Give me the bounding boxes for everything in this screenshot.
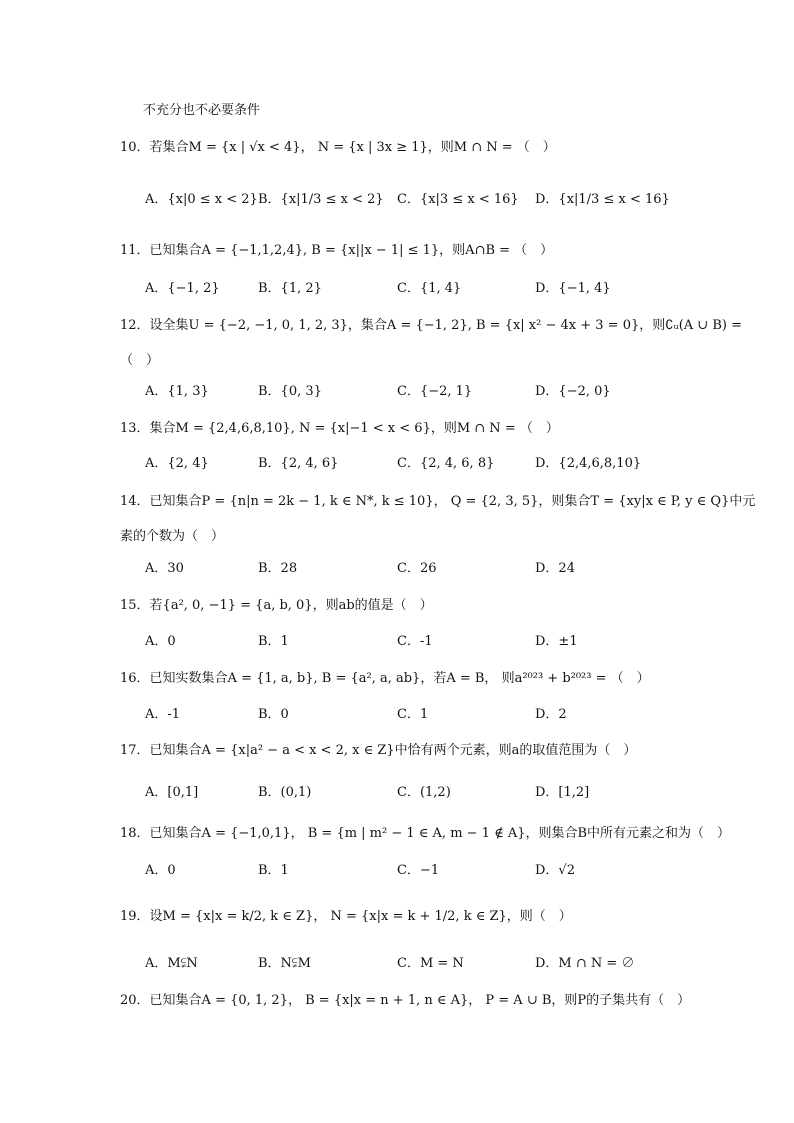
option-d: D．{−2, 0} — [535, 384, 611, 399]
option-d: D．24 — [535, 561, 575, 576]
option-d: D．√2 — [535, 863, 575, 878]
option-a: A．{x|0 ≤ x < 2} — [145, 192, 258, 207]
option-b: B．{2, 4, 6} — [258, 456, 339, 471]
question-16-options — [145, 703, 665, 727]
question-11-stem: 11．已知集合A = {−1,1,2,4}, B = {x||x − 1| ≤ 1}，则A∩B = （ ） — [120, 243, 554, 258]
option-d: D．2 — [535, 707, 567, 722]
option-b: B．{x|1/3 ≤ x < 2} — [258, 192, 384, 207]
option-b: B．N⫋M — [258, 956, 311, 971]
question-12-stem: 12．设全集U = {−2, −1, 0, 1, 2, 3}，集合A = {−1, 2}, B = {x| x² − 4x + 3 = 0}，则∁ᵤ(A ∪ B) = — [120, 318, 742, 333]
question-12-stem-cont: （ ） — [120, 353, 160, 368]
option-c: C．{x|3 ≤ x < 16} — [397, 192, 519, 207]
question-19-options — [145, 952, 665, 976]
option-b: B．1 — [258, 863, 289, 878]
option-c: C．(1,2) — [397, 785, 451, 800]
question-12-options — [145, 380, 665, 404]
question-17-options — [145, 781, 665, 805]
question-13-stem: 13．集合M = {2,4,6,8,10}, N = {x|−1 < x < 6}，则M ∩ N = （ ） — [120, 421, 559, 436]
option-d: D．{x|1/3 ≤ x < 16} — [535, 192, 670, 207]
question-16-stem: 16．已知实数集合A = {1, a, b}, B = {a², a, ab}，若A = B， 则a²⁰²³ + b²⁰²³ = （ ） — [120, 671, 650, 686]
option-a: A．M⫋N — [145, 956, 198, 971]
question-17-stem: 17．已知集合A = {x|a² − a < x < 2, x ∈ Z}中恰有两个元素，则a的取值范围为（ ） — [120, 743, 637, 758]
option-a: A．-1 — [145, 707, 181, 722]
option-b: B．{0, 3} — [258, 384, 322, 399]
option-b: B．28 — [258, 561, 298, 576]
option-c: C．-1 — [397, 634, 433, 649]
option-c: C．−1 — [397, 863, 440, 878]
question-10-options — [145, 188, 670, 212]
option-a: A．[0,1] — [145, 785, 199, 800]
option-c: C．M = N — [397, 956, 464, 971]
option-d: D．±1 — [535, 634, 578, 649]
option-a: A．0 — [145, 863, 176, 878]
question-14-options — [145, 557, 665, 581]
option-b: B．(0,1) — [258, 785, 312, 800]
question-15-options — [145, 630, 665, 654]
option-a: A．30 — [145, 561, 184, 576]
option-d: D．M ∩ N = ∅ — [535, 956, 635, 971]
option-d: D．{2,4,6,8,10} — [535, 456, 642, 471]
option-c: C．{1, 4} — [397, 281, 462, 296]
question-18-options — [145, 859, 665, 883]
question-14-stem: 14．已知集合P = {n|n = 2k − 1, k ∈ N*, k ≤ 10}， Q = {2, 3, 5}，则集合T = {xy|x ∈ P, y ∈ Q}中元 — [120, 494, 756, 509]
question-10-stem: 10．若集合M = {x | √x < 4}， N = {x | 3x ≥ 1}，则M ∩ N = （ ） — [120, 140, 556, 155]
question-19-stem: 19．设M = {x|x = k/2, k ∈ Z}， N = {x|x = k + 1/2, k ∈ Z}，则（ ） — [120, 909, 572, 924]
option-a: A．{2, 4} — [145, 456, 209, 471]
question-15-stem: 15．若{a², 0, −1} = {a, b, 0}，则ab的值是（ ） — [120, 598, 433, 613]
option-c: C．26 — [397, 561, 437, 576]
intro-line: 不充分也不必要条件 — [143, 103, 261, 118]
option-c: C．{2, 4, 6, 8} — [397, 456, 495, 471]
option-b: B．0 — [258, 707, 289, 722]
option-a: A．{−1, 2} — [145, 281, 220, 296]
option-a: A．0 — [145, 634, 176, 649]
option-c: C．1 — [397, 707, 429, 722]
question-14-stem-cont: 素的个数为（ ） — [120, 529, 225, 544]
question-11-options — [145, 277, 665, 301]
option-d: D．{−1, 4} — [535, 281, 611, 296]
option-a: A．{1, 3} — [145, 384, 209, 399]
question-18-stem: 18．已知集合A = {−1,0,1}， B = {m | m² − 1 ∈ A, m − 1 ∉ A}，则集合B中所有元素之和为（ ） — [120, 826, 731, 841]
option-b: B．{1, 2} — [258, 281, 322, 296]
option-b: B．1 — [258, 634, 289, 649]
question-13-options — [145, 452, 665, 476]
option-d: D．[1,2] — [535, 785, 590, 800]
option-c: C．{−2, 1} — [397, 384, 473, 399]
question-20-stem: 20．已知集合A = {0, 1, 2}， B = {x|x = n + 1, n ∈ A}， P = A ∪ B，则P的子集共有（ ） — [120, 993, 691, 1008]
